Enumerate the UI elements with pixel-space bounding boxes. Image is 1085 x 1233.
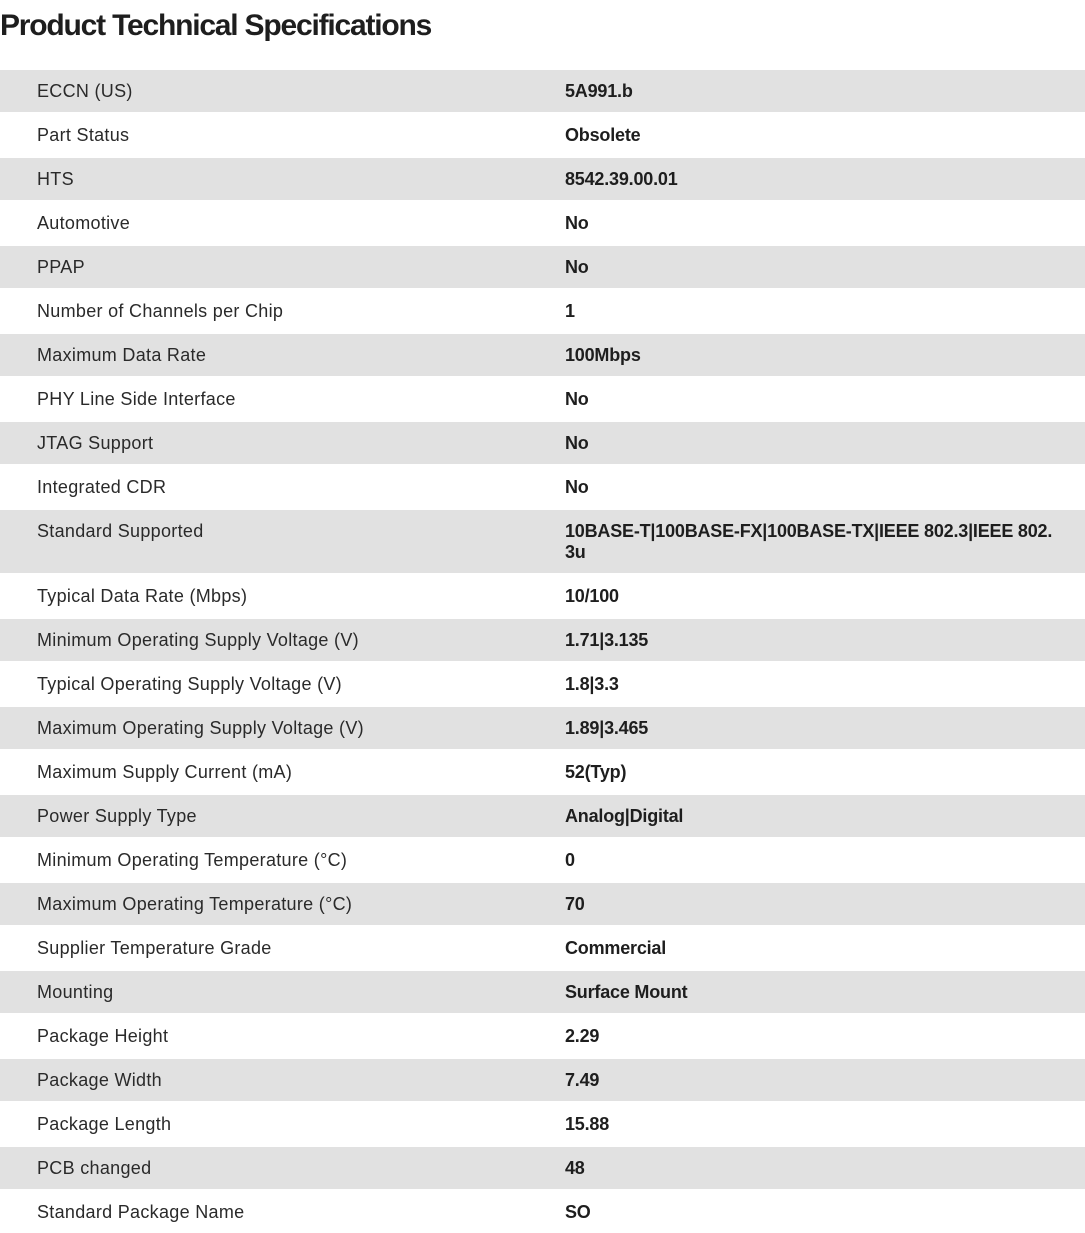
spec-label: ECCN (US) (0, 69, 565, 113)
spec-label: Maximum Operating Temperature (°C) (0, 882, 565, 926)
spec-value: No (565, 377, 1085, 421)
spec-value: SO (565, 1190, 1085, 1233)
spec-value: 1 (565, 289, 1085, 333)
spec-label: PPAP (0, 245, 565, 289)
spec-label: Minimum Operating Supply Voltage (V) (0, 618, 565, 662)
spec-row (0, 1146, 1085, 1190)
spec-row (0, 706, 1085, 750)
spec-row (0, 794, 1085, 838)
spec-value: No (565, 245, 1085, 289)
spec-label: Maximum Operating Supply Voltage (V) (0, 706, 565, 750)
page-title: Product Technical Specifications (0, 9, 432, 42)
spec-label: Minimum Operating Temperature (°C) (0, 838, 565, 882)
spec-row (0, 926, 1085, 970)
spec-row (0, 1190, 1085, 1233)
spec-row (0, 201, 1085, 245)
spec-value: 7.49 (565, 1058, 1085, 1102)
spec-value: 10BASE-T|100BASE-FX|100BASE-TX|IEEE 802.3|IEEE 802.3u (565, 509, 1085, 574)
spec-table (0, 68, 1085, 1233)
spec-row (0, 157, 1085, 201)
spec-value: 52(Typ) (565, 750, 1085, 794)
spec-row (0, 509, 1085, 574)
spec-value: Commercial (565, 926, 1085, 970)
spec-value: Surface Mount (565, 970, 1085, 1014)
spec-label: Automotive (0, 201, 565, 245)
spec-label: Package Length (0, 1102, 565, 1146)
spec-label: Standard Package Name (0, 1190, 565, 1233)
spec-label: Integrated CDR (0, 465, 565, 509)
spec-label: Package Height (0, 1014, 565, 1058)
spec-value: Obsolete (565, 113, 1085, 157)
spec-row (0, 465, 1085, 509)
spec-row (0, 113, 1085, 157)
spec-label: Maximum Data Rate (0, 333, 565, 377)
spec-label: Standard Supported (0, 509, 565, 574)
spec-label: PHY Line Side Interface (0, 377, 565, 421)
spec-label: PCB changed (0, 1146, 565, 1190)
spec-label: Typical Data Rate (Mbps) (0, 574, 565, 618)
spec-value: 100Mbps (565, 333, 1085, 377)
spec-value: 10/100 (565, 574, 1085, 618)
spec-label: Package Width (0, 1058, 565, 1102)
spec-row (0, 750, 1085, 794)
spec-value: 1.71|3.135 (565, 618, 1085, 662)
spec-row (0, 1102, 1085, 1146)
spec-value: 5A991.b (565, 69, 1085, 113)
spec-label: JTAG Support (0, 421, 565, 465)
spec-row (0, 882, 1085, 926)
spec-value: 1.89|3.465 (565, 706, 1085, 750)
spec-row (0, 662, 1085, 706)
spec-value: Analog|Digital (565, 794, 1085, 838)
spec-label: Part Status (0, 113, 565, 157)
spec-label: Mounting (0, 970, 565, 1014)
spec-value: No (565, 465, 1085, 509)
spec-row (0, 618, 1085, 662)
spec-row (0, 289, 1085, 333)
spec-value: 70 (565, 882, 1085, 926)
spec-row (0, 69, 1085, 113)
spec-label: Supplier Temperature Grade (0, 926, 565, 970)
spec-label: Power Supply Type (0, 794, 565, 838)
spec-label: Number of Channels per Chip (0, 289, 565, 333)
spec-row (0, 377, 1085, 421)
spec-row (0, 1058, 1085, 1102)
spec-label: Typical Operating Supply Voltage (V) (0, 662, 565, 706)
spec-value: 48 (565, 1146, 1085, 1190)
spec-row (0, 245, 1085, 289)
spec-value: No (565, 421, 1085, 465)
spec-value: 15.88 (565, 1102, 1085, 1146)
spec-row (0, 574, 1085, 618)
spec-value: 1.8|3.3 (565, 662, 1085, 706)
spec-row (0, 838, 1085, 882)
spec-value: 2.29 (565, 1014, 1085, 1058)
spec-row (0, 970, 1085, 1014)
spec-row (0, 333, 1085, 377)
spec-table-body (0, 69, 1085, 1233)
spec-row (0, 421, 1085, 465)
spec-row (0, 1014, 1085, 1058)
spec-value: No (565, 201, 1085, 245)
spec-label: HTS (0, 157, 565, 201)
spec-value: 0 (565, 838, 1085, 882)
spec-value: 8542.39.00.01 (565, 157, 1085, 201)
spec-label: Maximum Supply Current (mA) (0, 750, 565, 794)
